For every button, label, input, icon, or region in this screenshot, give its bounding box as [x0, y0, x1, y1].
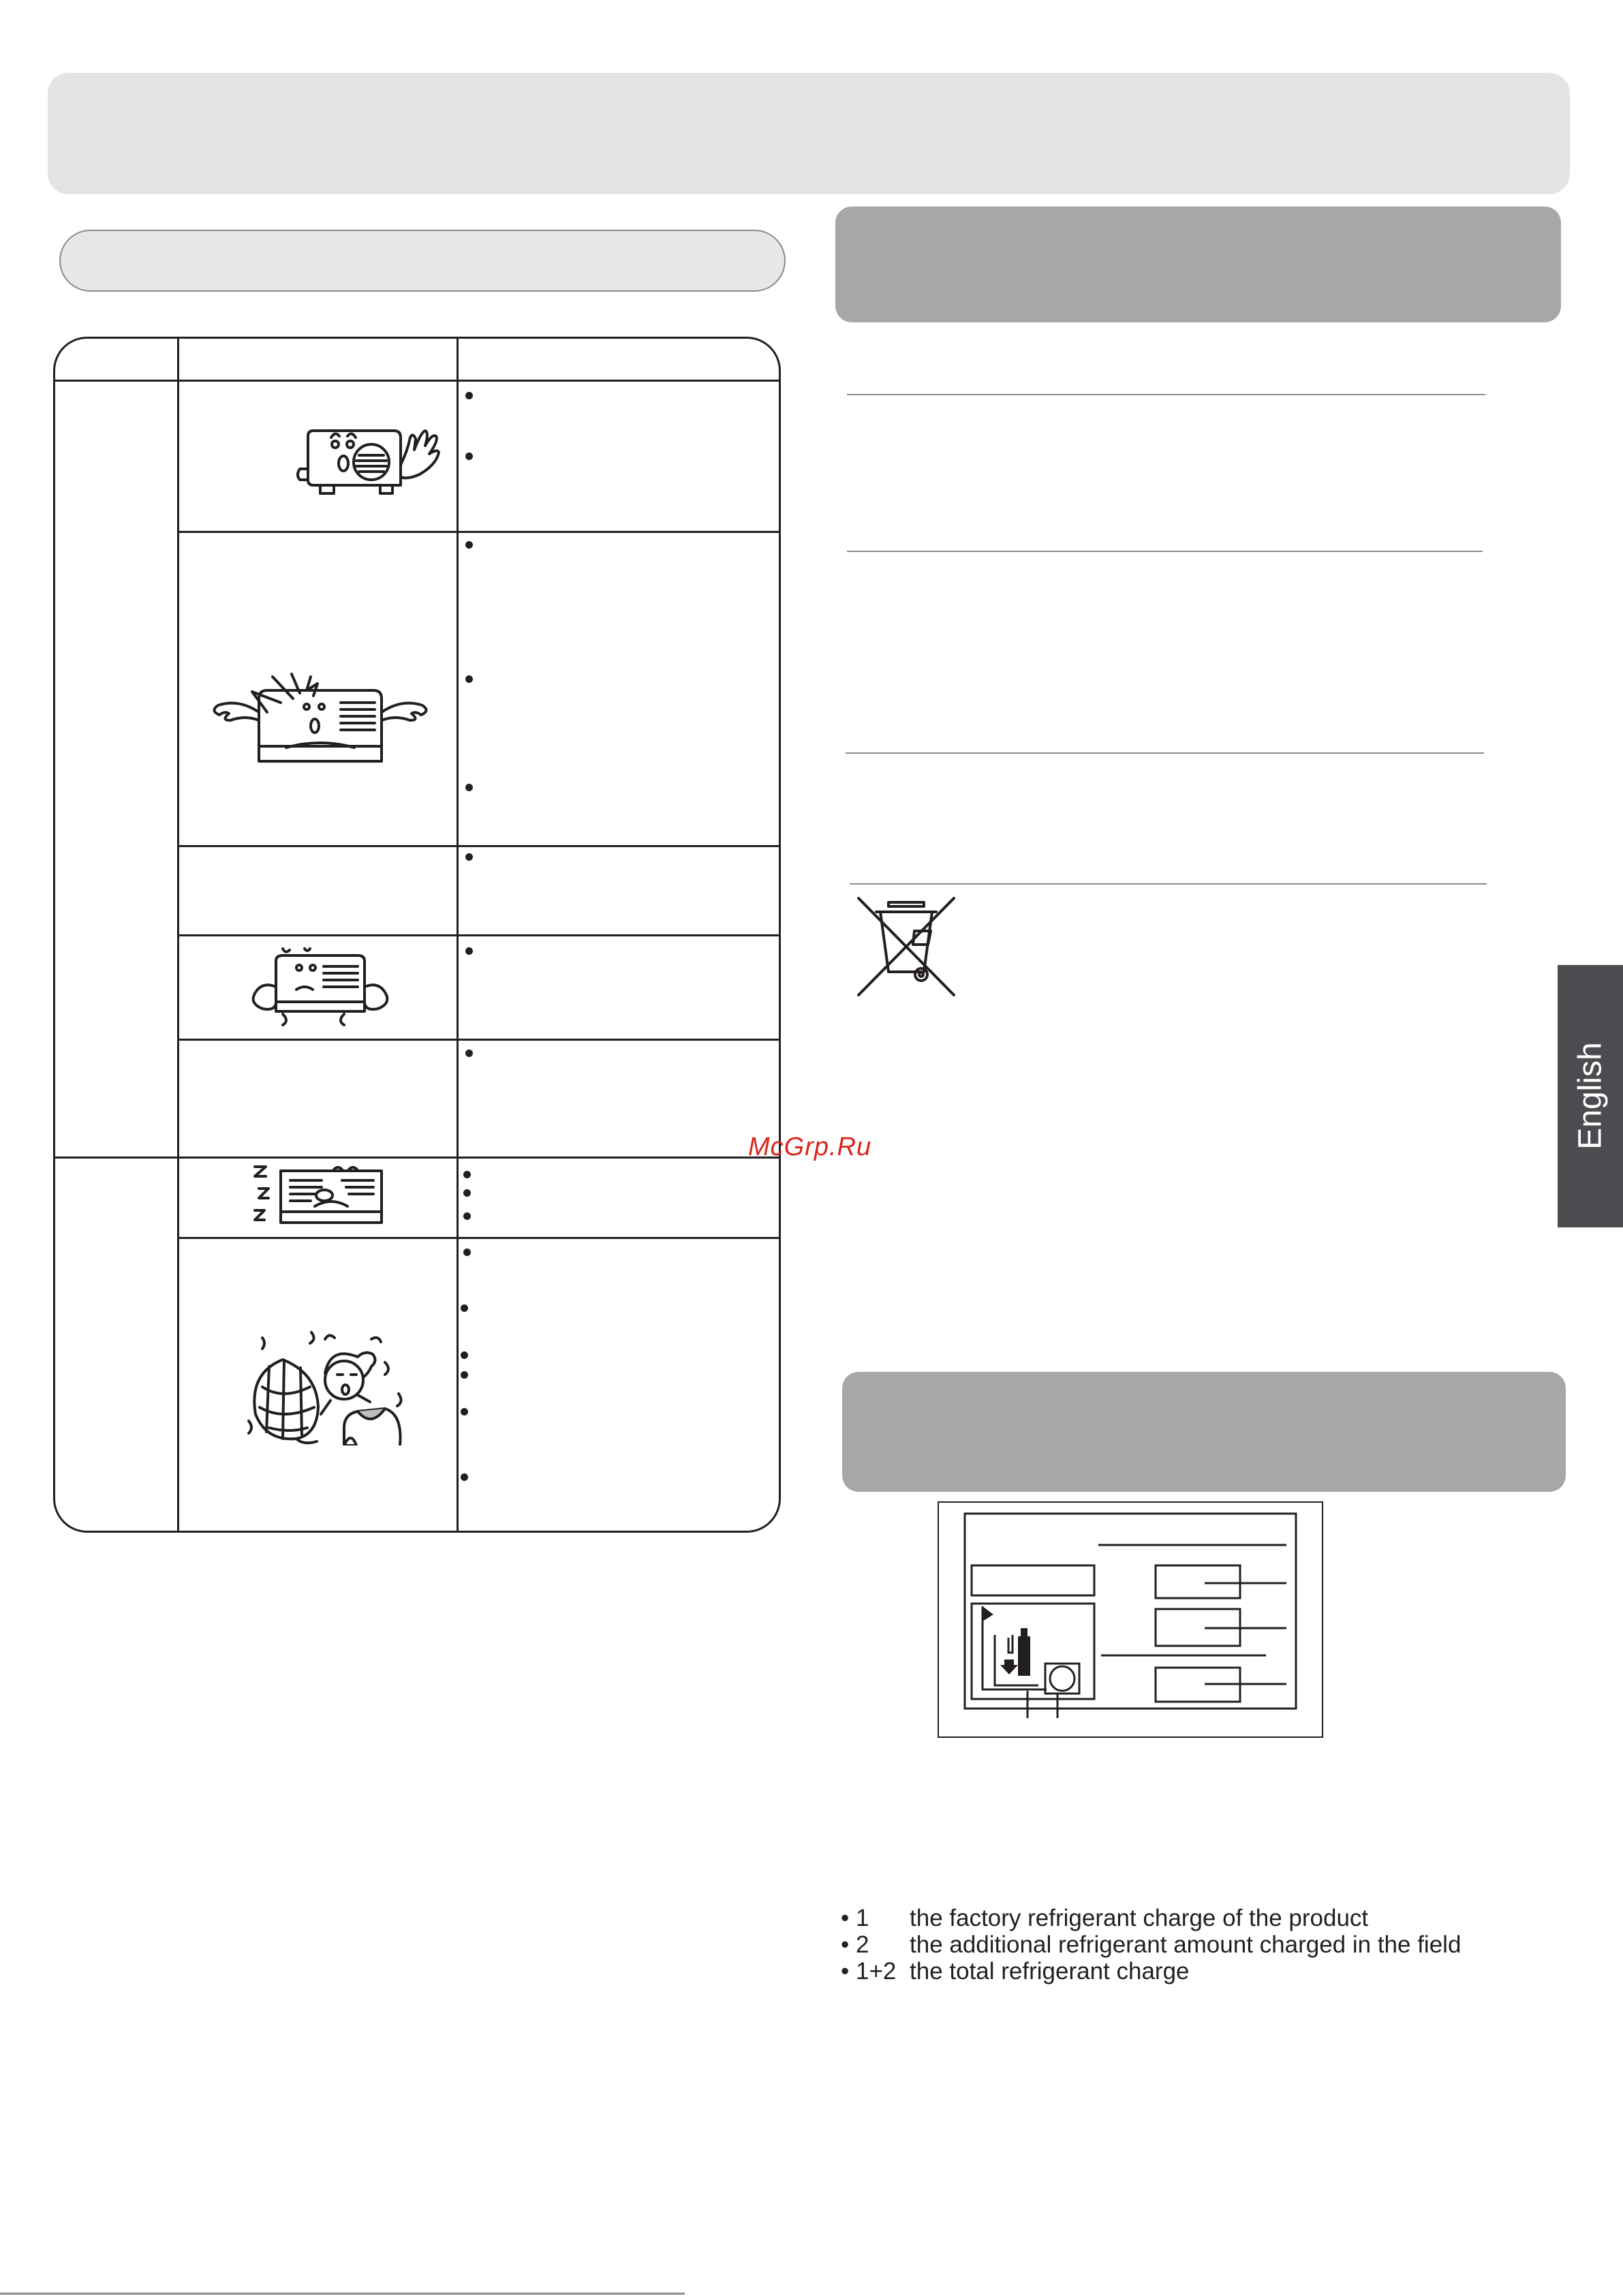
person-sweating-illustration — [242, 1319, 419, 1445]
table-bullet — [463, 1249, 471, 1256]
table-header-divider — [53, 380, 781, 382]
refrigerant-info-heading — [842, 1372, 1566, 1492]
disposal-heading — [835, 206, 1561, 322]
table-row-divider — [177, 531, 781, 533]
language-tab-label: English — [1572, 1042, 1609, 1150]
refrigerant-label-diagram — [938, 1501, 1323, 1738]
section-rule — [846, 752, 1484, 754]
refrigerant-charge-list — [841, 1905, 1461, 1985]
charge-description: the factory refrigerant charge of the product — [910, 1905, 1369, 1931]
troubleshooting-heading — [59, 230, 786, 292]
table-bullet — [465, 947, 473, 955]
table-bullet — [461, 1408, 468, 1415]
table-bullet — [463, 1171, 471, 1178]
charge-code: • 2 — [841, 1931, 869, 1958]
table-bullet — [465, 392, 473, 399]
table-bullet — [465, 453, 473, 460]
table-row-divider — [177, 845, 781, 847]
table-bullet — [465, 541, 473, 549]
section-rule — [847, 394, 1485, 395]
unit-smell-illustration — [242, 946, 399, 1026]
watermark: McGrp.Ru — [748, 1133, 872, 1161]
refrigerant-label-drawing — [938, 1501, 1323, 1738]
table-row-divider — [177, 934, 781, 936]
charge-item — [841, 1905, 1461, 1931]
table-bullet — [463, 1212, 471, 1220]
charge-item — [841, 1931, 1461, 1958]
table-bullet — [465, 853, 473, 861]
language-tab[interactable] — [1558, 965, 1623, 1227]
section-rule — [850, 883, 1487, 885]
table-row-divider — [177, 1039, 781, 1041]
unit-noise-illustration — [204, 671, 429, 768]
table-bullet — [461, 1473, 468, 1481]
table-bullet — [461, 1371, 468, 1379]
table-group-divider — [53, 1157, 781, 1159]
unit-sleeping-illustration — [253, 1164, 390, 1229]
crossed-out-wheelie-bin-icon — [856, 896, 957, 998]
table-row-divider — [177, 1237, 781, 1239]
charge-item — [841, 1958, 1461, 1985]
charge-code: • 1 — [841, 1905, 869, 1931]
table-bullet — [465, 1050, 473, 1057]
charge-description: the additional refrigerant amount charged in the field — [910, 1931, 1462, 1958]
table-bullet — [465, 675, 473, 683]
table-bullet — [461, 1351, 468, 1359]
unit-stop-hand-illustration — [293, 417, 443, 502]
charge-code: • 1+2 — [841, 1958, 897, 1985]
charge-description: the total refrigerant charge — [910, 1958, 1190, 1985]
page-footer-rule — [0, 2293, 685, 2295]
table-bullet — [461, 1304, 468, 1312]
page-header-banner — [48, 73, 1570, 194]
table-bullet — [463, 1189, 471, 1197]
table-bullet — [465, 784, 473, 791]
section-rule — [847, 551, 1483, 552]
